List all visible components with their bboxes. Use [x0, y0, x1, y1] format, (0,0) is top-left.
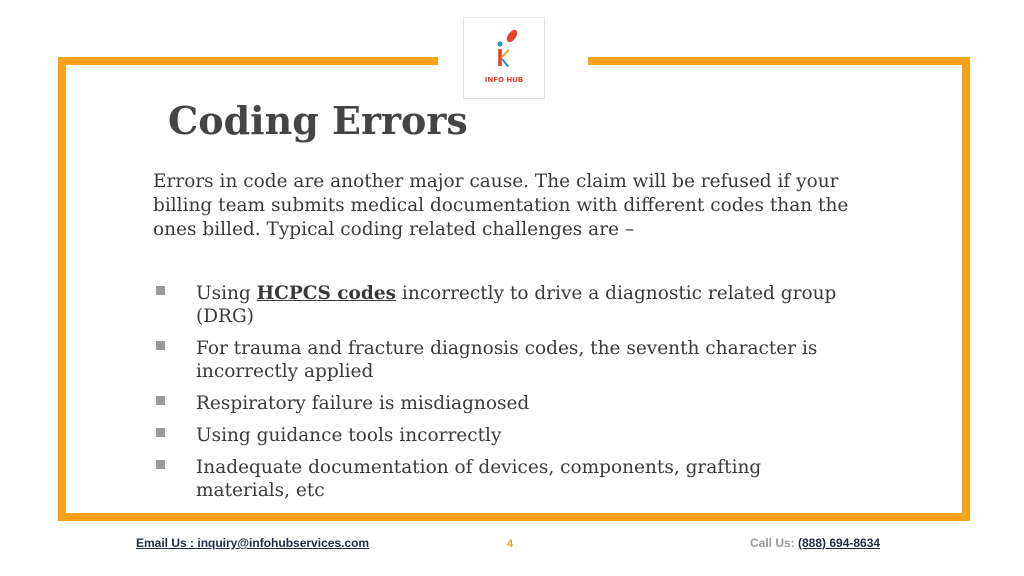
list-item: [152, 424, 852, 447]
list-item-text: Using guidance tools incorrectly: [196, 425, 502, 446]
logo-text: INFO HUB: [484, 76, 524, 84]
list-item-text: Inadequate documentation of devices, components, grafting materials, etc: [196, 457, 762, 501]
footer-email-link[interactable]: Email Us : inquiry@infohubservices.com: [136, 536, 370, 550]
intro-paragraph: Errors in code are another major cause. The claim will be refused if your billing team submits medical documentation with different codes than the ones billed. Typical coding related challenges are –: [153, 171, 849, 240]
list-item: [152, 337, 852, 383]
phone-link[interactable]: (888) 694-8634: [798, 536, 881, 550]
square-bullet-icon: [156, 286, 165, 295]
footer-call: [750, 536, 880, 550]
square-bullet-icon: [156, 396, 165, 405]
list-item: [152, 456, 852, 502]
list-item-text-before: Using: [196, 283, 257, 304]
list-item: [152, 282, 852, 328]
square-bullet-icon: [156, 460, 165, 469]
square-bullet-icon: [156, 341, 165, 350]
logo-mark-icon: [492, 28, 518, 72]
hcpcs-codes-link[interactable]: HCPCS codes: [256, 283, 397, 304]
slide-title: Coding Errors: [168, 98, 468, 143]
square-bullet-icon: [156, 428, 165, 437]
list-item: [152, 392, 852, 415]
list-item-text: Respiratory failure is misdiagnosed: [196, 393, 530, 414]
list-item-text: For trauma and fracture diagnosis codes, the seventh character is incorrectly applied: [196, 338, 818, 382]
call-label: Call Us:: [750, 536, 799, 550]
info-hub-logo: [463, 17, 545, 99]
page-number: 4: [507, 538, 514, 550]
list-item-text-after: incorrectly to drive a diagnostic related group (DRG): [196, 283, 837, 327]
challenges-list: [152, 282, 852, 511]
